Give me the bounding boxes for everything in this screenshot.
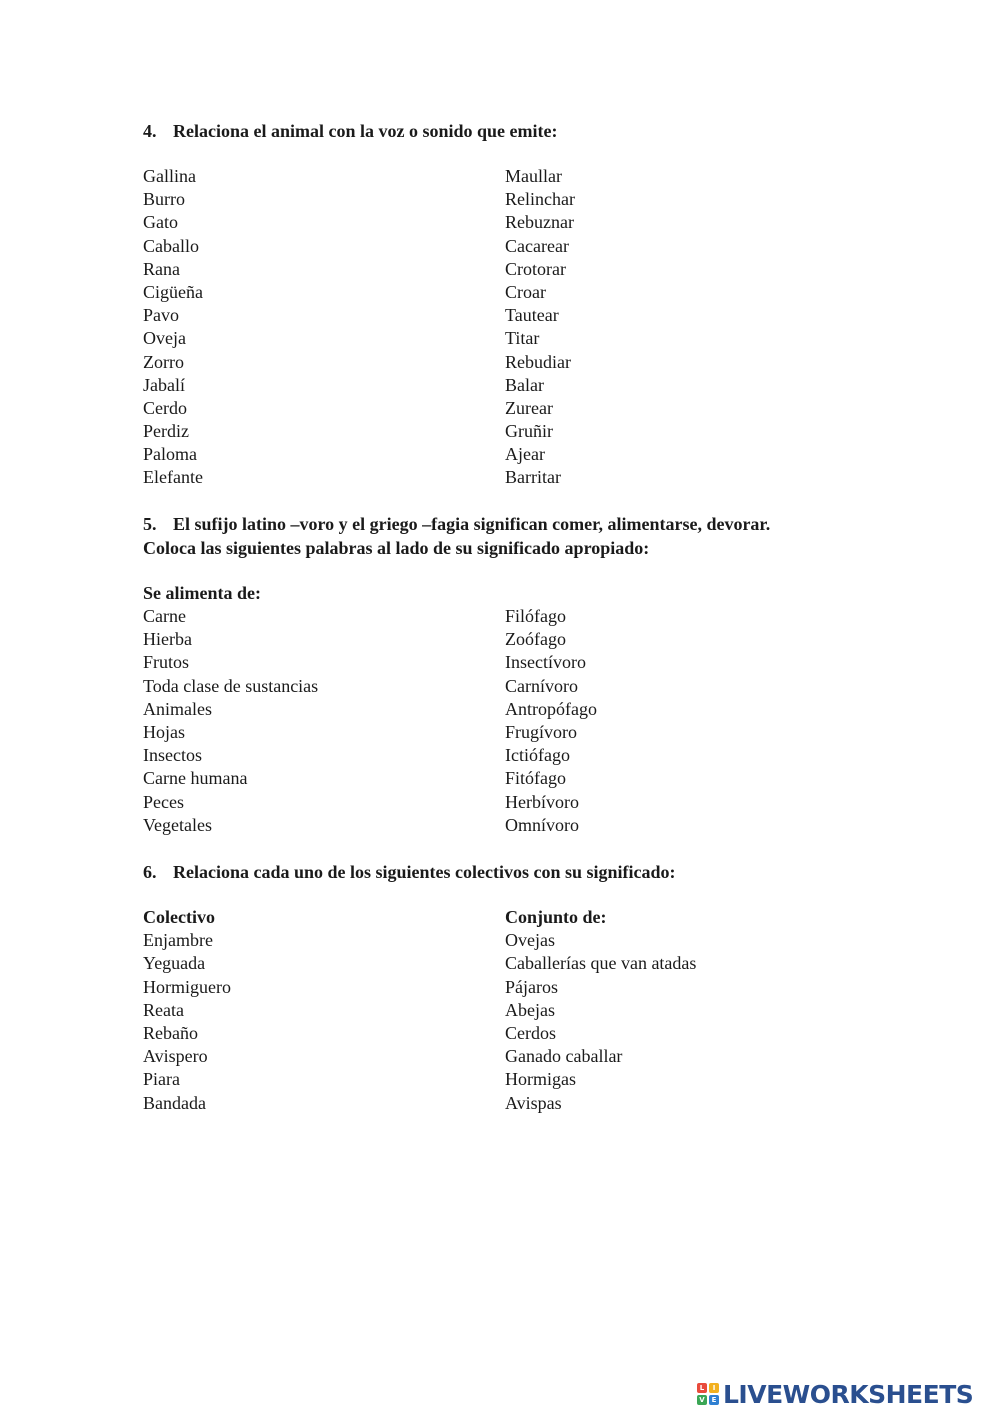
q4-sound: Maullar <box>505 166 562 186</box>
q4-sound: Croar <box>505 281 546 302</box>
logo-mark-tile: V <box>697 1395 707 1405</box>
q6-meaning: Ganado caballar <box>505 1046 623 1067</box>
q5-subtitle: Se alimenta de: <box>143 583 261 603</box>
q5-word: Antropófago <box>505 698 597 719</box>
q4-animal: Pavo <box>143 305 179 326</box>
q4-animal: Oveja <box>143 328 186 349</box>
q4-sound: Zurear <box>505 397 553 418</box>
q4-sound: Relinchar <box>505 189 575 210</box>
q4-animal: Perdiz <box>143 421 189 442</box>
q4-animal: Cerdo <box>143 397 187 418</box>
q4-sound: Cacarear <box>505 235 569 256</box>
q4-sound-list <box>505 165 575 490</box>
q4-sound: Rebudiar <box>505 351 571 372</box>
q4-animal: Elefante <box>143 467 203 488</box>
q5-word: Ictiófago <box>505 745 570 766</box>
q4-heading <box>143 119 557 143</box>
q5-meaning: Hojas <box>143 721 185 742</box>
q6-collective: Avispero <box>143 1046 208 1067</box>
q5-word: Omnívoro <box>505 814 579 835</box>
logo-mark-icon <box>697 1383 719 1405</box>
q4-animal: Zorro <box>143 351 184 372</box>
q5-title-line1: El sufijo latino –voro y el griego –fagia significan comer, alimentarse, devorar. <box>173 514 771 534</box>
q4-title: Relaciona el animal con la voz o sonido que emite: <box>173 121 558 141</box>
q5-meaning: Carne <box>143 606 186 626</box>
liveworksheets-logo <box>697 1378 973 1410</box>
q5-meaning-list <box>143 605 318 837</box>
q5-word: Insectívoro <box>505 652 586 673</box>
q4-sound: Barritar <box>505 467 561 488</box>
q6-meaning: Ovejas <box>505 930 555 951</box>
q6-number: 6. <box>143 862 157 882</box>
q4-sound: Rebuznar <box>505 212 574 233</box>
q6-title: Relaciona cada uno de los siguientes colectivos con su significado: <box>173 862 676 882</box>
q4-animal: Cigüeña <box>143 281 203 302</box>
q4-sound: Tautear <box>505 305 559 326</box>
logo-text: LIVEWORKSHEETS <box>723 1379 974 1409</box>
q4-animal: Jabalí <box>143 374 185 395</box>
q6-meaning: Caballerías que van atadas <box>505 953 697 974</box>
q5-word: Carnívoro <box>505 675 578 696</box>
q5-word: Frugívoro <box>505 721 577 742</box>
q5-number: 5. <box>143 514 157 534</box>
q5-word: Fitófago <box>505 768 566 789</box>
q6-meaning: Hormigas <box>505 1069 576 1090</box>
q6-meaning: Abejas <box>505 999 555 1020</box>
q6-collective: Bandada <box>143 1092 206 1113</box>
q6-collective: Hormiguero <box>143 976 231 997</box>
q5-title-line2: Coloca las siguientes palabras al lado de su significado apropiado: <box>143 538 650 558</box>
q6-meaning: Avispas <box>505 1092 562 1113</box>
q5-meaning: Toda clase de sustancias <box>143 675 319 696</box>
q6-collective: Yeguada <box>143 953 206 974</box>
q4-sound: Titar <box>505 328 540 349</box>
q5-word: Herbívoro <box>505 791 579 812</box>
logo-mark-tile: L <box>697 1383 707 1393</box>
q4-number: 4. <box>143 121 157 141</box>
q5-meaning: Carne humana <box>143 768 248 789</box>
q6-collective: Enjambre <box>143 930 213 951</box>
q5-word-list <box>505 605 597 837</box>
q4-animal: Gallina <box>143 166 196 186</box>
q4-animal: Paloma <box>143 444 197 465</box>
q4-animal: Rana <box>143 258 180 279</box>
q4-animal: Burro <box>143 189 185 210</box>
q6-collective: Rebaño <box>143 1022 198 1043</box>
q6-meaning-list <box>505 906 696 1115</box>
q6-collective: Reata <box>143 999 184 1020</box>
q4-animal-list <box>143 165 203 490</box>
q4-animal: Caballo <box>143 235 199 256</box>
q5-meaning: Animales <box>143 698 212 719</box>
q5-meaning: Hierba <box>143 629 192 650</box>
q4-sound: Ajear <box>505 444 545 465</box>
q6-left-header: Colectivo <box>143 907 215 927</box>
logo-mark-tile: E <box>709 1395 719 1405</box>
q6-collective-list <box>143 906 231 1115</box>
q5-word: Zoófago <box>505 629 566 650</box>
q6-collective: Piara <box>143 1069 180 1090</box>
q5-meaning: Frutos <box>143 652 190 673</box>
q5-heading <box>143 512 770 560</box>
q5-meaning: Peces <box>143 791 184 812</box>
q6-meaning: Cerdos <box>505 1022 556 1043</box>
logo-mark-tile: I <box>709 1383 719 1393</box>
q6-right-header: Conjunto de: <box>505 907 607 927</box>
q5-meaning: Vegetales <box>143 814 212 835</box>
q5-meaning: Insectos <box>143 745 202 766</box>
q4-sound: Balar <box>505 374 544 395</box>
q6-meaning: Pájaros <box>505 976 558 997</box>
q5-word: Filófago <box>505 606 566 626</box>
q4-sound: Crotorar <box>505 258 566 279</box>
q6-heading <box>143 860 676 884</box>
q4-animal: Gato <box>143 212 178 233</box>
q4-sound: Gruñir <box>505 421 553 442</box>
